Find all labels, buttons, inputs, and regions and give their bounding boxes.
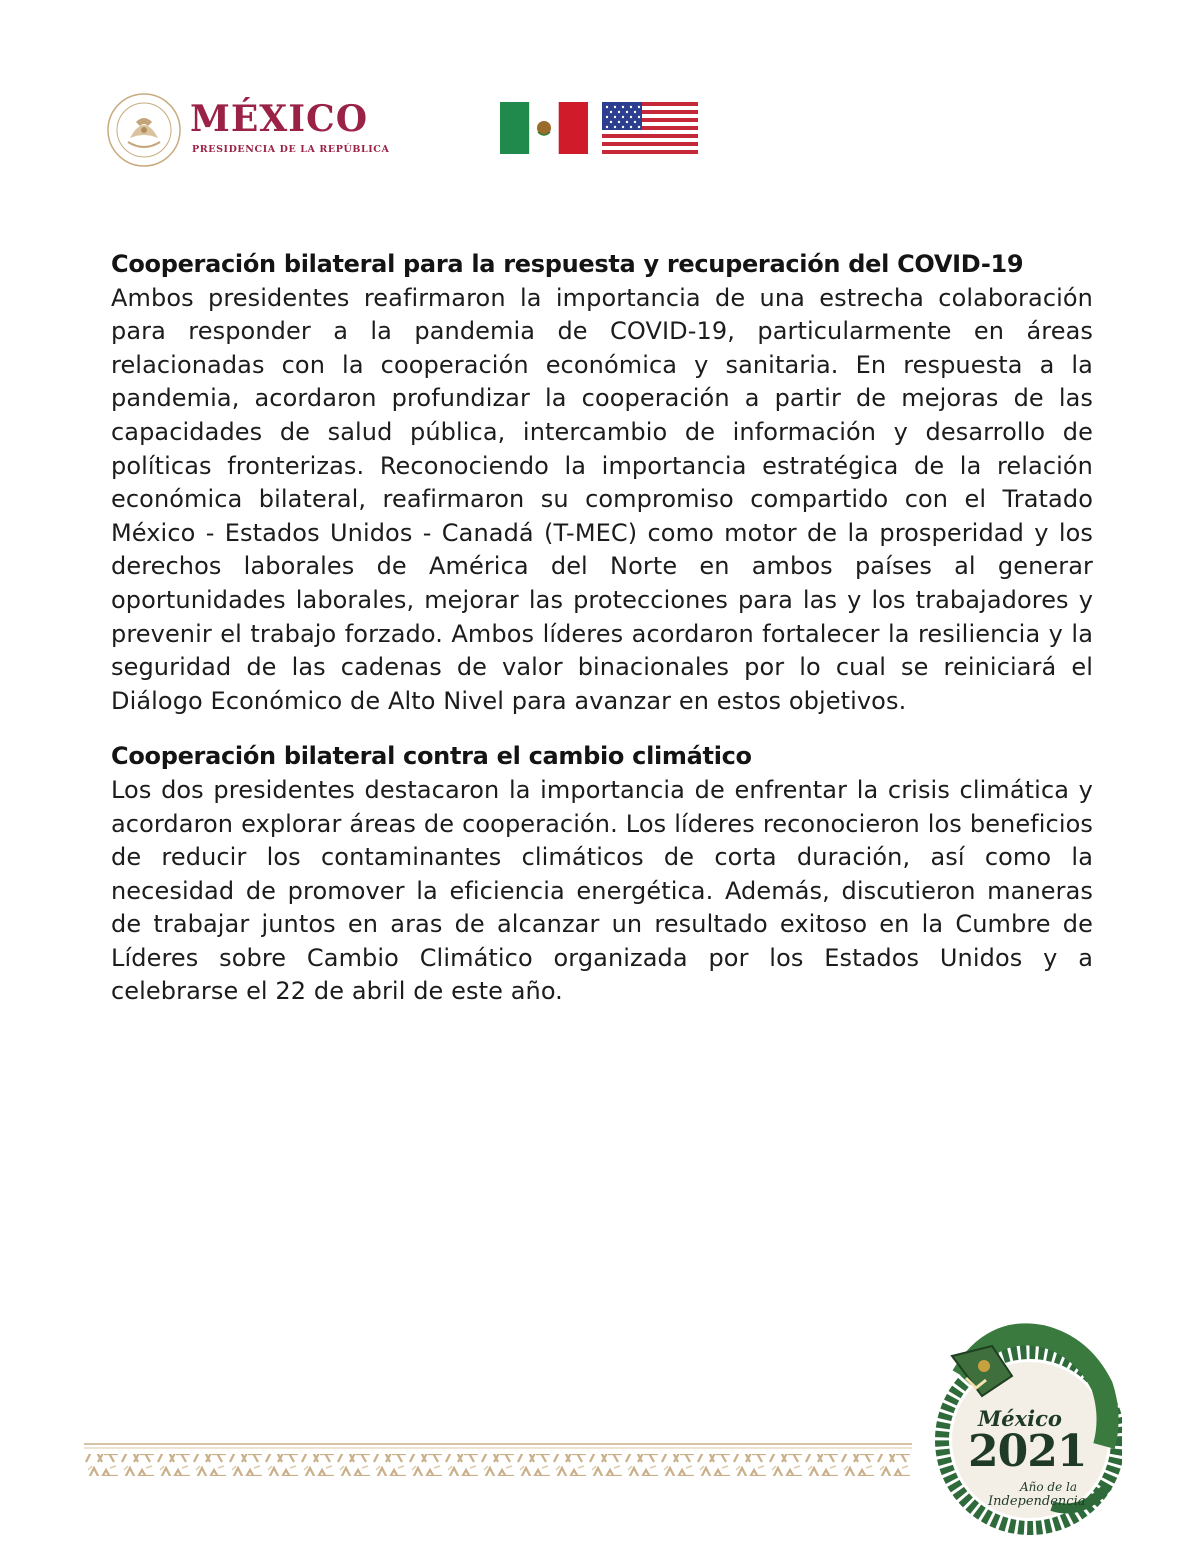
mexico-flag-icon <box>500 102 588 154</box>
emblem-word: México <box>978 1406 1062 1431</box>
serpent-emblem-icon <box>932 1316 1122 1536</box>
brand-subtitle: PRESIDENCIA DE LA REPÚBLICA <box>192 144 390 155</box>
emblem-year: 2021 <box>968 1426 1087 1477</box>
page-header <box>106 92 706 172</box>
section-paragraph: Los dos presidentes destacaron la importancia de enfrentar la crisis climática y acordaron explorar áreas de cooperación. Los líderes reconocieron los beneficios de reducir los contaminantes climáticos de corta duración, así como la necesidad de promover la eficiencia energética. Además, discutieron maneras de trabajar juntos en aras de alcanzar un resultado exitoso en la Cumbre de Líderes sobre Cambio Climático organizada por los Estados Unidos y a celebrarse el 22 de abril de este año. <box>111 775 1093 1006</box>
emblem-caption-line2: Independencia <box>988 1494 1086 1509</box>
emblem-caption-line1: Año de la <box>1020 1480 1078 1494</box>
document-body <box>111 248 1093 1031</box>
national-seal-icon <box>106 92 182 168</box>
brand-title: MÉXICO <box>190 98 369 140</box>
section-paragraph: Ambos presidentes reafirmaron la importancia de una estrecha colaboración para responder a la pandemia de COVID-19, particularmente en áreas relacionadas con la cooperación económica y sanitaria. En respuesta a la pandemia, acordaron profundizar la cooperación a partir de mejoras de las capacidades de salud pública, intercambio de información y desarrollo de políticas fronterizas. Reconociendo la importancia estratégica de la relación económica bilateral, reafirmaron su compromiso compartido con el Tratado México - Estados Unidos - Canadá (T-MEC) como motor de la prosperidad y los derechos laborales de América del Norte en ambos países al generar oportunidades laborales, mejorar las protecciones para las y los trabajadores y prevenir el trabajo forzado. Ambos líderes acordaron fortalecer la resiliencia y la seguridad de las cadenas de valor binacionales por lo cual se reiniciará el Diálogo Económico de Alto Nivel para avanzar en estos objetivos. <box>111 283 1093 715</box>
us-flag-icon <box>602 102 698 154</box>
section-covid <box>111 248 1093 718</box>
section-heading: Cooperación bilateral contra el cambio climático <box>111 742 752 771</box>
greca-pattern-band <box>84 1442 912 1482</box>
section-heading: Cooperación bilateral para la respuesta y recuperación del COVID-19 <box>111 250 1024 278</box>
section-climate <box>111 740 1093 1009</box>
